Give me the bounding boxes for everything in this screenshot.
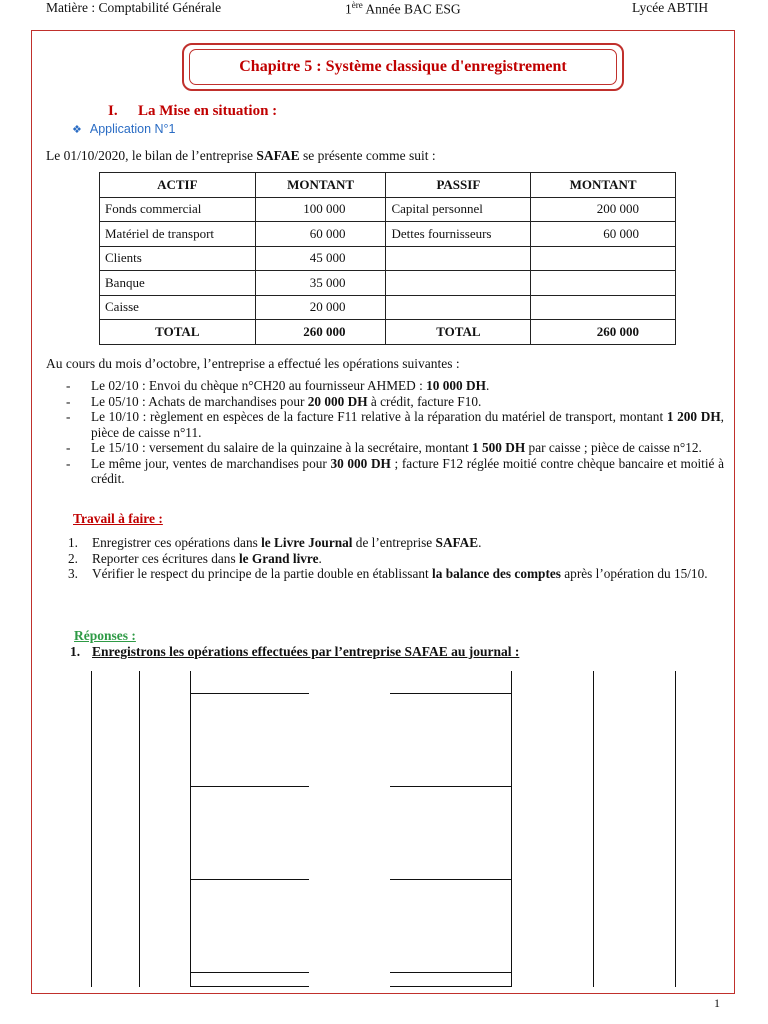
cell: Capital personnel <box>386 197 531 222</box>
cell: 20 000 <box>255 295 386 320</box>
cell: Banque <box>100 271 256 296</box>
journal-hline <box>390 986 511 987</box>
cell: 100 000 <box>255 197 386 222</box>
journal-vline <box>139 671 140 987</box>
chapter-title: Chapitre 5 : Système classique d'enregistrement <box>189 49 617 85</box>
section-heading: I. La Mise en situation : <box>108 103 278 119</box>
cell: 60 000 <box>531 222 676 247</box>
operations-intro: Au cours du mois d’octobre, l’entreprise a effectué les opérations suivantes : <box>46 356 460 371</box>
list-item: - Le 15/10 : versement du salaire de la quinzaine à la secrétaire, montant 1 500 DH par caisse ; pièce de caisse n°12. <box>64 440 724 456</box>
chapter-title-box <box>182 43 624 91</box>
journal-hline <box>390 972 511 973</box>
cell: TOTAL <box>386 320 531 345</box>
journal-hline <box>390 786 511 787</box>
journal-hline <box>190 986 309 987</box>
col-header: MONTANT <box>531 173 676 198</box>
cell <box>531 295 676 320</box>
col-header: PASSIF <box>386 173 531 198</box>
table-header-row <box>100 173 676 198</box>
cell: 260 000 <box>255 320 386 345</box>
intro-text: Le 01/10/2020, le bilan de l’entreprise SAFAE se présente comme suit : <box>46 148 436 163</box>
list-item: 3. Vérifier le respect du principe de la partie double en établissant la balance des comptes après l’opération du 15/10. <box>68 566 708 581</box>
cell <box>386 271 531 296</box>
header-year: 1ère Année BAC ESG <box>345 0 461 17</box>
table-row <box>100 197 676 222</box>
question-1: 1. Enregistrons les opérations effectuées par l’entreprise SAFAE au journal : <box>70 644 520 659</box>
bilan-table <box>99 172 676 345</box>
journal-vline <box>190 671 191 987</box>
cell: TOTAL <box>100 320 256 345</box>
list-item: 1. Enregistrer ces opérations dans le Livre Journal de l’entreprise SAFAE. <box>68 535 482 550</box>
application-heading: ❖ Application N°1 <box>72 122 176 136</box>
cell <box>531 271 676 296</box>
table-total-row <box>100 320 676 345</box>
diamond-bullet-icon: ❖ <box>72 124 82 136</box>
journal-vline <box>675 671 676 987</box>
col-header: ACTIF <box>100 173 256 198</box>
cell: 200 000 <box>531 197 676 222</box>
cell: 260 000 <box>531 320 676 345</box>
operations-list <box>64 378 724 487</box>
list-item: 2. Reporter ces écritures dans le Grand livre. <box>68 550 322 566</box>
table-row <box>100 271 676 296</box>
header-school: Lycée ABTIH <box>632 0 709 15</box>
table-row <box>100 222 676 247</box>
cell: Caisse <box>100 295 256 320</box>
cell: Matériel de transport <box>100 222 256 247</box>
journal-hline <box>390 879 511 880</box>
list-item: - Le même jour, ventes de marchandises pour 30 000 DH ; facture F12 réglée moitié contre chèque bancaire et moitié à crédit. <box>64 456 724 487</box>
cell: Clients <box>100 246 256 271</box>
travail-heading: Travail à faire : <box>73 511 163 526</box>
journal-vline <box>91 671 92 987</box>
reponses-heading: Réponses : <box>74 628 136 643</box>
cell <box>531 246 676 271</box>
tasks-list <box>68 535 724 582</box>
cell: Fonds commercial <box>100 197 256 222</box>
cell <box>386 246 531 271</box>
col-header: MONTANT <box>255 173 386 198</box>
page-number: 1 <box>714 996 720 1010</box>
header-subject: Matière : Comptabilité Générale <box>46 0 222 15</box>
journal-hline <box>190 693 309 694</box>
list-item: - Le 05/10 : Achats de marchandises pour 20 000 DH à crédit, facture F10. <box>64 394 724 410</box>
list-item: - Le 02/10 : Envoi du chèque n°CH20 au fournisseur AHMED : 10 000 DH. <box>64 378 724 394</box>
list-item: - Le 10/10 : règlement en espèces de la facture F11 relative à la réparation du matériel de transport, montant 1 200 DH, pièce de caisse n°11. <box>64 409 724 440</box>
journal-hline <box>390 693 511 694</box>
journal-hline <box>190 972 309 973</box>
table-row <box>100 295 676 320</box>
cell: 60 000 <box>255 222 386 247</box>
journal-vline <box>511 671 512 987</box>
journal-vline <box>593 671 594 987</box>
journal-hline <box>190 786 309 787</box>
cell <box>386 295 531 320</box>
cell: 45 000 <box>255 246 386 271</box>
journal-hline <box>190 879 309 880</box>
cell: Dettes fournisseurs <box>386 222 531 247</box>
table-row <box>100 246 676 271</box>
cell: 35 000 <box>255 271 386 296</box>
